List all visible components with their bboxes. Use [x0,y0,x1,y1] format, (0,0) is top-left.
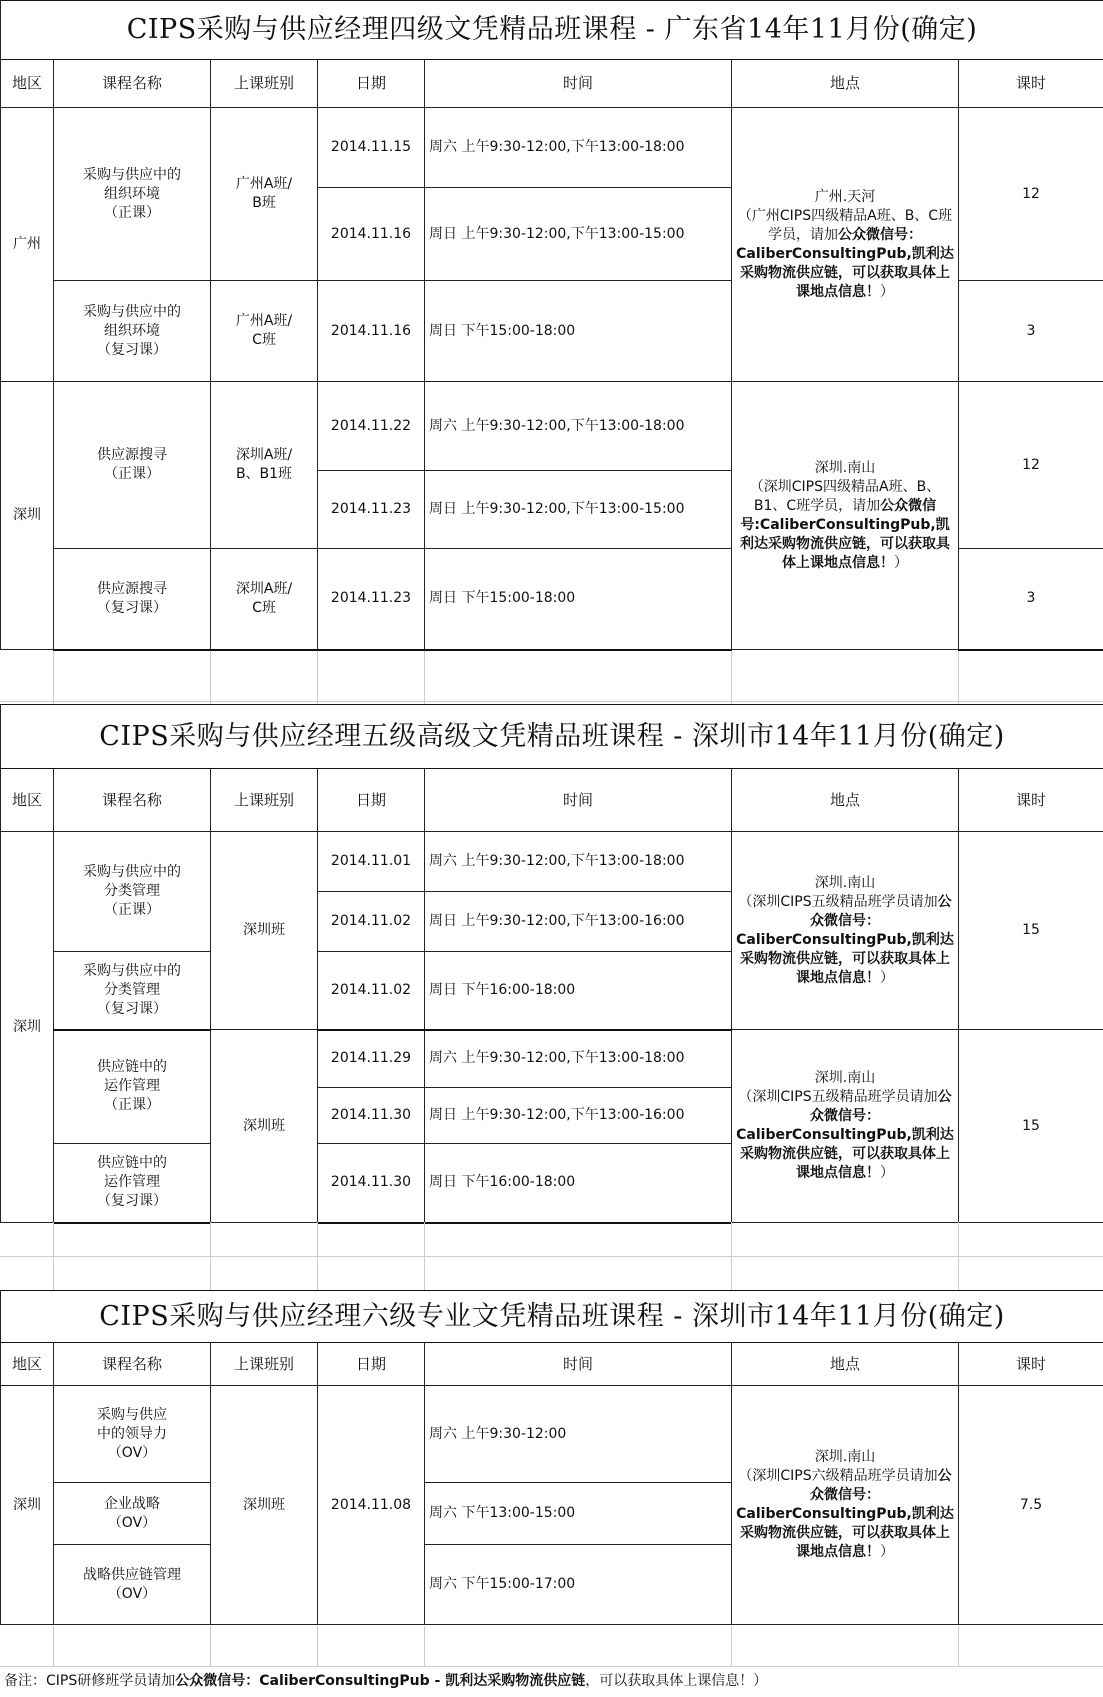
class-name: 深圳A班/ C班 [211,549,318,650]
hours-cell: 3 [959,281,1103,382]
header-region: 地区 [1,60,54,108]
header-class: 上课班别 [211,60,318,108]
course-name: 采购与供应中的 组织环境 （正课） [54,108,211,281]
location-cell: 深圳.南山 （深圳CIPS六级精品班学员请加公众微信号：CaliberConsultingPub,凯利达采购物流供应链，可以获取具体上课地点信息！） [732,1386,959,1625]
time-cell: 周六 下午15:00-17:00 [425,1545,732,1625]
date-cell: 2014.11.02 [318,892,425,952]
date-cell: 2014.11.23 [318,471,425,549]
time-cell: 周日 下午15:00-18:00 [425,281,732,382]
hours-cell: 15 [959,1030,1103,1223]
footnote: 备注：CIPS研修班学员请加公众微信号：CaliberConsultingPub - 凯利达采购物流供应链，可以获取具体上课信息！） [0,1666,1103,1697]
time-cell: 周六 上午9:30-12:00,下午13:00-18:00 [425,108,732,188]
time-cell: 周日 上午9:30-12:00,下午13:00-15:00 [425,471,732,549]
header-region: 地区 [1,769,54,832]
class-name: 广州A班/ B班 [211,108,318,281]
course-name: 采购与供应 中的领导力 （OV） [54,1386,211,1483]
hours-cell: 12 [959,108,1103,281]
date-cell: 2014.11.29 [318,1030,425,1088]
location-cell: 广州.天河 （广州CIPS四级精品A班、B、C班学员，请加公众微信号：CaliberConsultingPub,凯利达采购物流供应链，可以获取具体上课地点信息！） [732,108,959,382]
header-date: 日期 [318,769,425,832]
section-title: CIPS采购与供应经理五级高级文凭精品班课程 - 深圳市14年11月份(确定) [1,705,1103,769]
empty-gap [0,1222,1103,1290]
empty-gap [0,651,1103,704]
hours-cell: 15 [959,832,1103,1030]
header-time: 时间 [425,1343,732,1386]
header-location: 地点 [732,1343,959,1386]
section-title: CIPS采购与供应经理四级文凭精品班课程 - 广东省14年11月份(确定) [1,1,1103,60]
class-name: 深圳班 [211,1386,318,1625]
header-location: 地点 [732,769,959,832]
level5-schedule-table [0,704,1103,1224]
header-location: 地点 [732,60,959,108]
region-cell: 深圳 [1,832,54,1223]
date-cell: 2014.11.30 [318,1088,425,1144]
time-cell: 周六 上午9:30-12:00,下午13:00-18:00 [425,1030,732,1088]
header-date: 日期 [318,1343,425,1386]
course-name: 供应链中的 运作管理 （复习课） [54,1144,211,1223]
region-cell: 深圳 [1,382,54,650]
date-cell: 2014.11.23 [318,549,425,650]
location-cell: 深圳.南山 （深圳CIPS五级精品班学员请加公众微信号：CaliberConsultingPub,凯利达采购物流供应链，可以获取具体上课地点信息！） [732,1030,959,1223]
time-cell: 周日 下午16:00-18:00 [425,1144,732,1223]
time-cell: 周六 上午9:30-12:00,下午13:00-18:00 [425,832,732,892]
empty-gap [0,1626,1103,1666]
date-cell: 2014.11.22 [318,382,425,471]
date-cell: 2014.11.16 [318,281,425,382]
course-name: 供应源搜寻 （正课） [54,382,211,549]
class-name: 深圳班 [211,832,318,1030]
time-cell: 周日 下午15:00-18:00 [425,549,732,650]
header-time: 时间 [425,769,732,832]
date-cell: 2014.11.16 [318,188,425,281]
course-name: 供应链中的 运作管理 （正课） [54,1030,211,1144]
time-cell: 周日 上午9:30-12:00,下午13:00-16:00 [425,1088,732,1144]
level4-schedule-table [0,0,1103,651]
course-name: 战略供应链管理 （OV） [54,1545,211,1625]
header-hours: 课时 [959,769,1103,832]
class-name: 深圳班 [211,1030,318,1223]
header-class: 上课班别 [211,1343,318,1386]
hours-cell: 3 [959,549,1103,650]
date-cell: 2014.11.02 [318,952,425,1030]
region-cell: 深圳 [1,1386,54,1625]
header-class: 上课班别 [211,769,318,832]
date-cell: 2014.11.08 [318,1386,425,1625]
class-name: 深圳A班/ B、B1班 [211,382,318,549]
header-time: 时间 [425,60,732,108]
course-name: 供应源搜寻 （复习课） [54,549,211,650]
header-region: 地区 [1,1343,54,1386]
time-cell: 周六 上午9:30-12:00,下午13:00-18:00 [425,382,732,471]
time-cell: 周日 上午9:30-12:00,下午13:00-16:00 [425,892,732,952]
time-cell: 周六 上午9:30-12:00 [425,1386,732,1483]
header-course: 课程名称 [54,769,211,832]
date-cell: 2014.11.15 [318,108,425,188]
class-name: 广州A班/ C班 [211,281,318,382]
header-hours: 课时 [959,1343,1103,1386]
level6-schedule-table [0,1290,1103,1625]
section-title: CIPS采购与供应经理六级专业文凭精品班课程 - 深圳市14年11月份(确定) [1,1291,1103,1343]
date-cell: 2014.11.01 [318,832,425,892]
header-course: 课程名称 [54,60,211,108]
course-name: 企业战略 （OV） [54,1483,211,1545]
course-name: 采购与供应中的 分类管理 （正课） [54,832,211,952]
date-cell: 2014.11.30 [318,1144,425,1223]
header-date: 日期 [318,60,425,108]
time-cell: 周六 下午13:00-15:00 [425,1483,732,1545]
region-cell: 广州 [1,108,54,382]
hours-cell: 7.5 [959,1386,1103,1625]
header-hours: 课时 [959,60,1103,108]
course-name: 采购与供应中的 组织环境 （复习课） [54,281,211,382]
header-course: 课程名称 [54,1343,211,1386]
time-cell: 周日 下午16:00-18:00 [425,952,732,1030]
hours-cell: 12 [959,382,1103,549]
course-name: 采购与供应中的 分类管理 （复习课） [54,952,211,1030]
location-cell: 深圳.南山 （深圳CIPS四级精品A班、B、B1、C班学员，请加公众微信号:CaliberConsultingPub,凯利达采购物流供应链，可以获取具体上课地点信息！） [732,382,959,650]
location-cell: 深圳.南山 （深圳CIPS五级精品班学员请加公众微信号：CaliberConsultingPub,凯利达采购物流供应链，可以获取具体上课地点信息！） [732,832,959,1030]
time-cell: 周日 上午9:30-12:00,下午13:00-15:00 [425,188,732,281]
